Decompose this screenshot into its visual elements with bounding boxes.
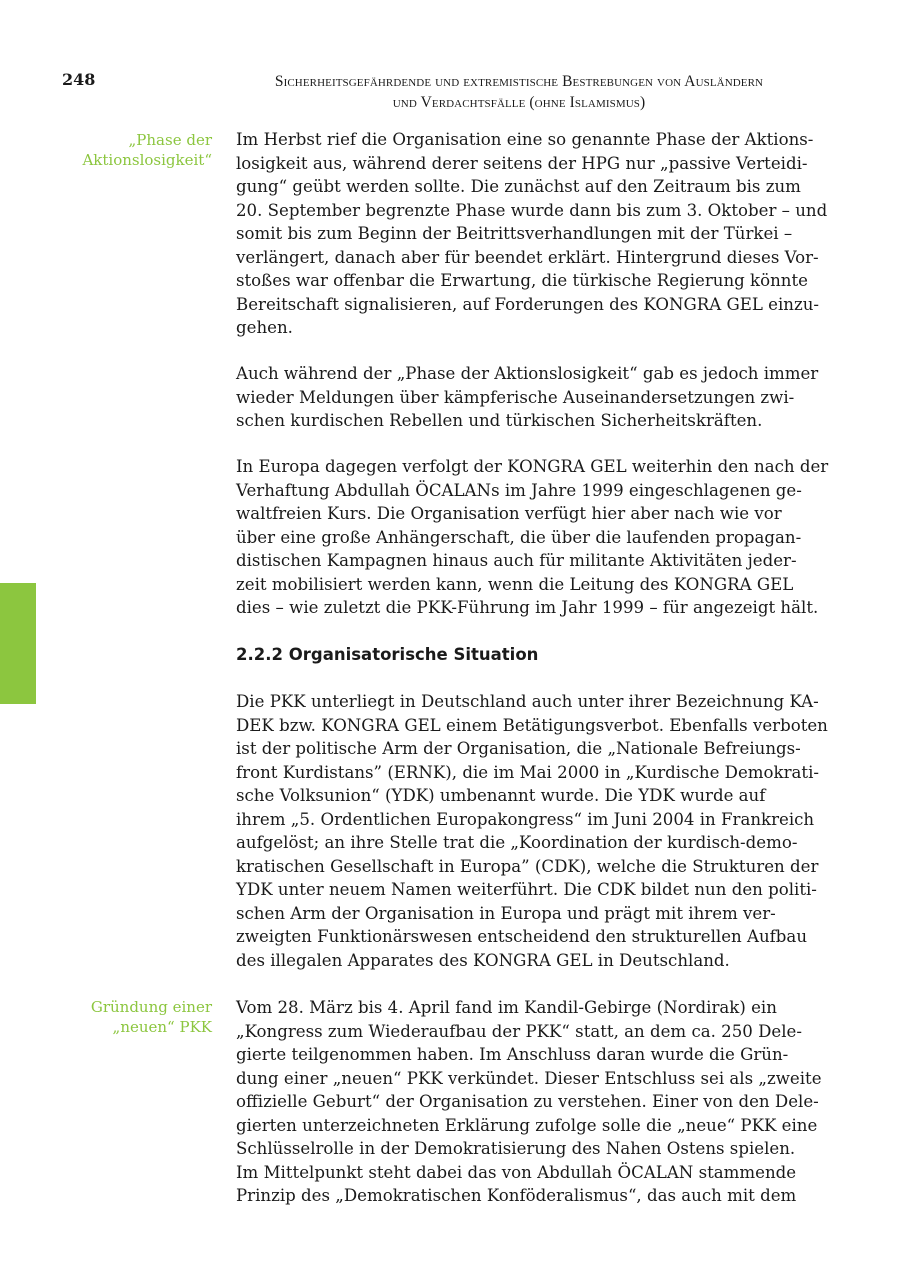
text-line: sche Volksunion“ (YDK) umbenannt wurde. Die YDK wurde auf [236, 786, 766, 805]
text-line: DEK bzw. KONGRA GEL einem Betätigungsverbot. Ebenfalls verboten [236, 715, 828, 735]
text-line: schen kurdischen Rebellen und türkischen Sicherheitskräften. [236, 411, 763, 430]
text-line: ist der politische Arm der Organisation, die „Nationale Befreiungs- [236, 739, 801, 758]
paragraph-5 [236, 996, 822, 1208]
text-line: Im Mittelpunkt steht dabei das von Abdullah ÖCALAN stammende [236, 1162, 797, 1182]
text-line: über eine große Anhängerschaft, die über die laufenden propagan- [236, 527, 802, 547]
margin-note-pkk [42, 997, 212, 1037]
text-line: Prinzip des „Demokratischen Konföderalismus“, das auch mit dem [236, 1186, 797, 1205]
text-line: YDK unter neuem Namen weiterführt. Die CDK bildet nun den politi- [236, 880, 817, 899]
text-line: zweigten Funktionärswesen entscheidend den strukturellen Aufbau [236, 927, 808, 946]
text-line: des illegalen Apparates des KONGRA GEL in Deutschland. [236, 950, 730, 970]
text-line: offizielle Geburt“ der Organisation zu verstehen. Einer von den Dele- [236, 1092, 819, 1111]
margin-note-phase [42, 130, 212, 170]
running-header-line: und Verdachtsfälle (ohne Islamismus) [392, 94, 646, 111]
text-line: aufgelöst; an ihre Stelle trat die „Koordination der kurdisch-demo- [236, 833, 798, 852]
text-line: Schlüsselrolle in der Demokratisierung des Nahen Ostens spielen. [236, 1139, 796, 1158]
text-line: Bereitschaft signalisieren, auf Forderungen des KONGRA GEL einzu- [236, 294, 819, 314]
text-line: front Kurdistans” (ERNK), die im Mai 2000 in „Kurdische Demokrati- [236, 762, 819, 782]
text-line: losigkeit aus, während derer seitens der HPG nur „passive Verteidi- [236, 153, 808, 173]
text-line: schen Arm der Organisation in Europa und prägt mit ihrem ver- [236, 903, 776, 923]
text-line: dung einer „neuen“ PKK verkündet. Dieser Entschluss sei als „zweite [236, 1068, 822, 1088]
text-line: wieder Meldungen über kämpferische Auseinandersetzungen zwi- [236, 387, 795, 407]
text-line: Vom 28. März bis 4. April fand im Kandil-Gebirge (Nordirak) ein [236, 998, 777, 1017]
running-header [236, 71, 802, 113]
text-line: somit bis zum Beginn der Beitrittsverhandlungen mit der Türkei – [236, 224, 793, 243]
text-line: zeit mobilisiert werden kann, wenn die Leitung des KONGRA GEL [236, 574, 794, 594]
margin-note-line: Gründung einer [90, 998, 212, 1016]
text-line: „Kongress zum Wiederaufbau der PKK“ statt, an dem ca. 250 Dele- [236, 1021, 802, 1041]
text-line: distischen Kampagnen hinaus auch für militante Aktivitäten jeder- [236, 551, 797, 570]
text-line: verlängert, danach aber für beendet erklärt. Hintergrund dieses Vor- [236, 247, 819, 267]
text-line: gehen. [236, 318, 293, 337]
running-header-line: Sicherheitsgefährdende und extremistische Bestrebungen von Ausländern [274, 73, 764, 90]
margin-note-line: Aktionslosigkeit“ [82, 151, 212, 169]
page-number: 248 [62, 70, 96, 89]
text-line: 20. September begrenzte Phase wurde dann bis zum 3. Oktober – und [236, 200, 828, 220]
text-line: stoßes war offenbar die Erwartung, die türkische Regierung könnte [236, 271, 808, 290]
chapter-side-tab [0, 583, 36, 704]
paragraph-3 [236, 455, 829, 620]
text-line: ihrem „5. Ordentlichen Europakongress“ im Juni 2004 in Frankreich [236, 809, 815, 829]
text-line: gierte teilgenommen haben. Im Anschluss daran wurde die Grün- [236, 1045, 789, 1064]
text-line: In Europa dagegen verfolgt der KONGRA GEL weiterhin den nach der [236, 457, 829, 476]
text-line: Auch während der „Phase der Aktionslosigkeit“ gab es jedoch immer [236, 364, 819, 383]
text-line: Im Herbst rief die Organisation eine so genannte Phase der Aktions- [236, 130, 814, 149]
margin-note-line: „neuen“ PKK [112, 1018, 212, 1036]
text-line: gierten unterzeichneten Erklärung zufolge solle die „neue“ PKK eine [236, 1115, 818, 1135]
text-line: gung“ geübt werden sollte. Die zunächst auf den Zeitraum bis zum [236, 177, 801, 196]
paragraph-4 [236, 690, 828, 972]
text-line: Verhaftung Abdullah ÖCALANs im Jahre 1999 eingeschlagenen ge- [236, 480, 802, 500]
paragraph-2 [236, 362, 819, 433]
section-heading: 2.2.2 Organisatorische Situation [236, 645, 539, 664]
margin-note-line: „Phase der [128, 131, 212, 149]
text-line: dies – wie zuletzt die PKK-Führung im Jahr 1999 – für angezeigt hält. [236, 598, 819, 617]
paragraph-1 [236, 128, 828, 340]
text-line: Die PKK unterliegt in Deutschland auch unter ihrer Bezeichnung KA- [236, 692, 819, 711]
text-line: kratischen Gesellschaft in Europa” (CDK), welche die Strukturen der [236, 856, 819, 876]
text-line: waltfreien Kurs. Die Organisation verfügt hier aber nach wie vor [236, 504, 782, 523]
